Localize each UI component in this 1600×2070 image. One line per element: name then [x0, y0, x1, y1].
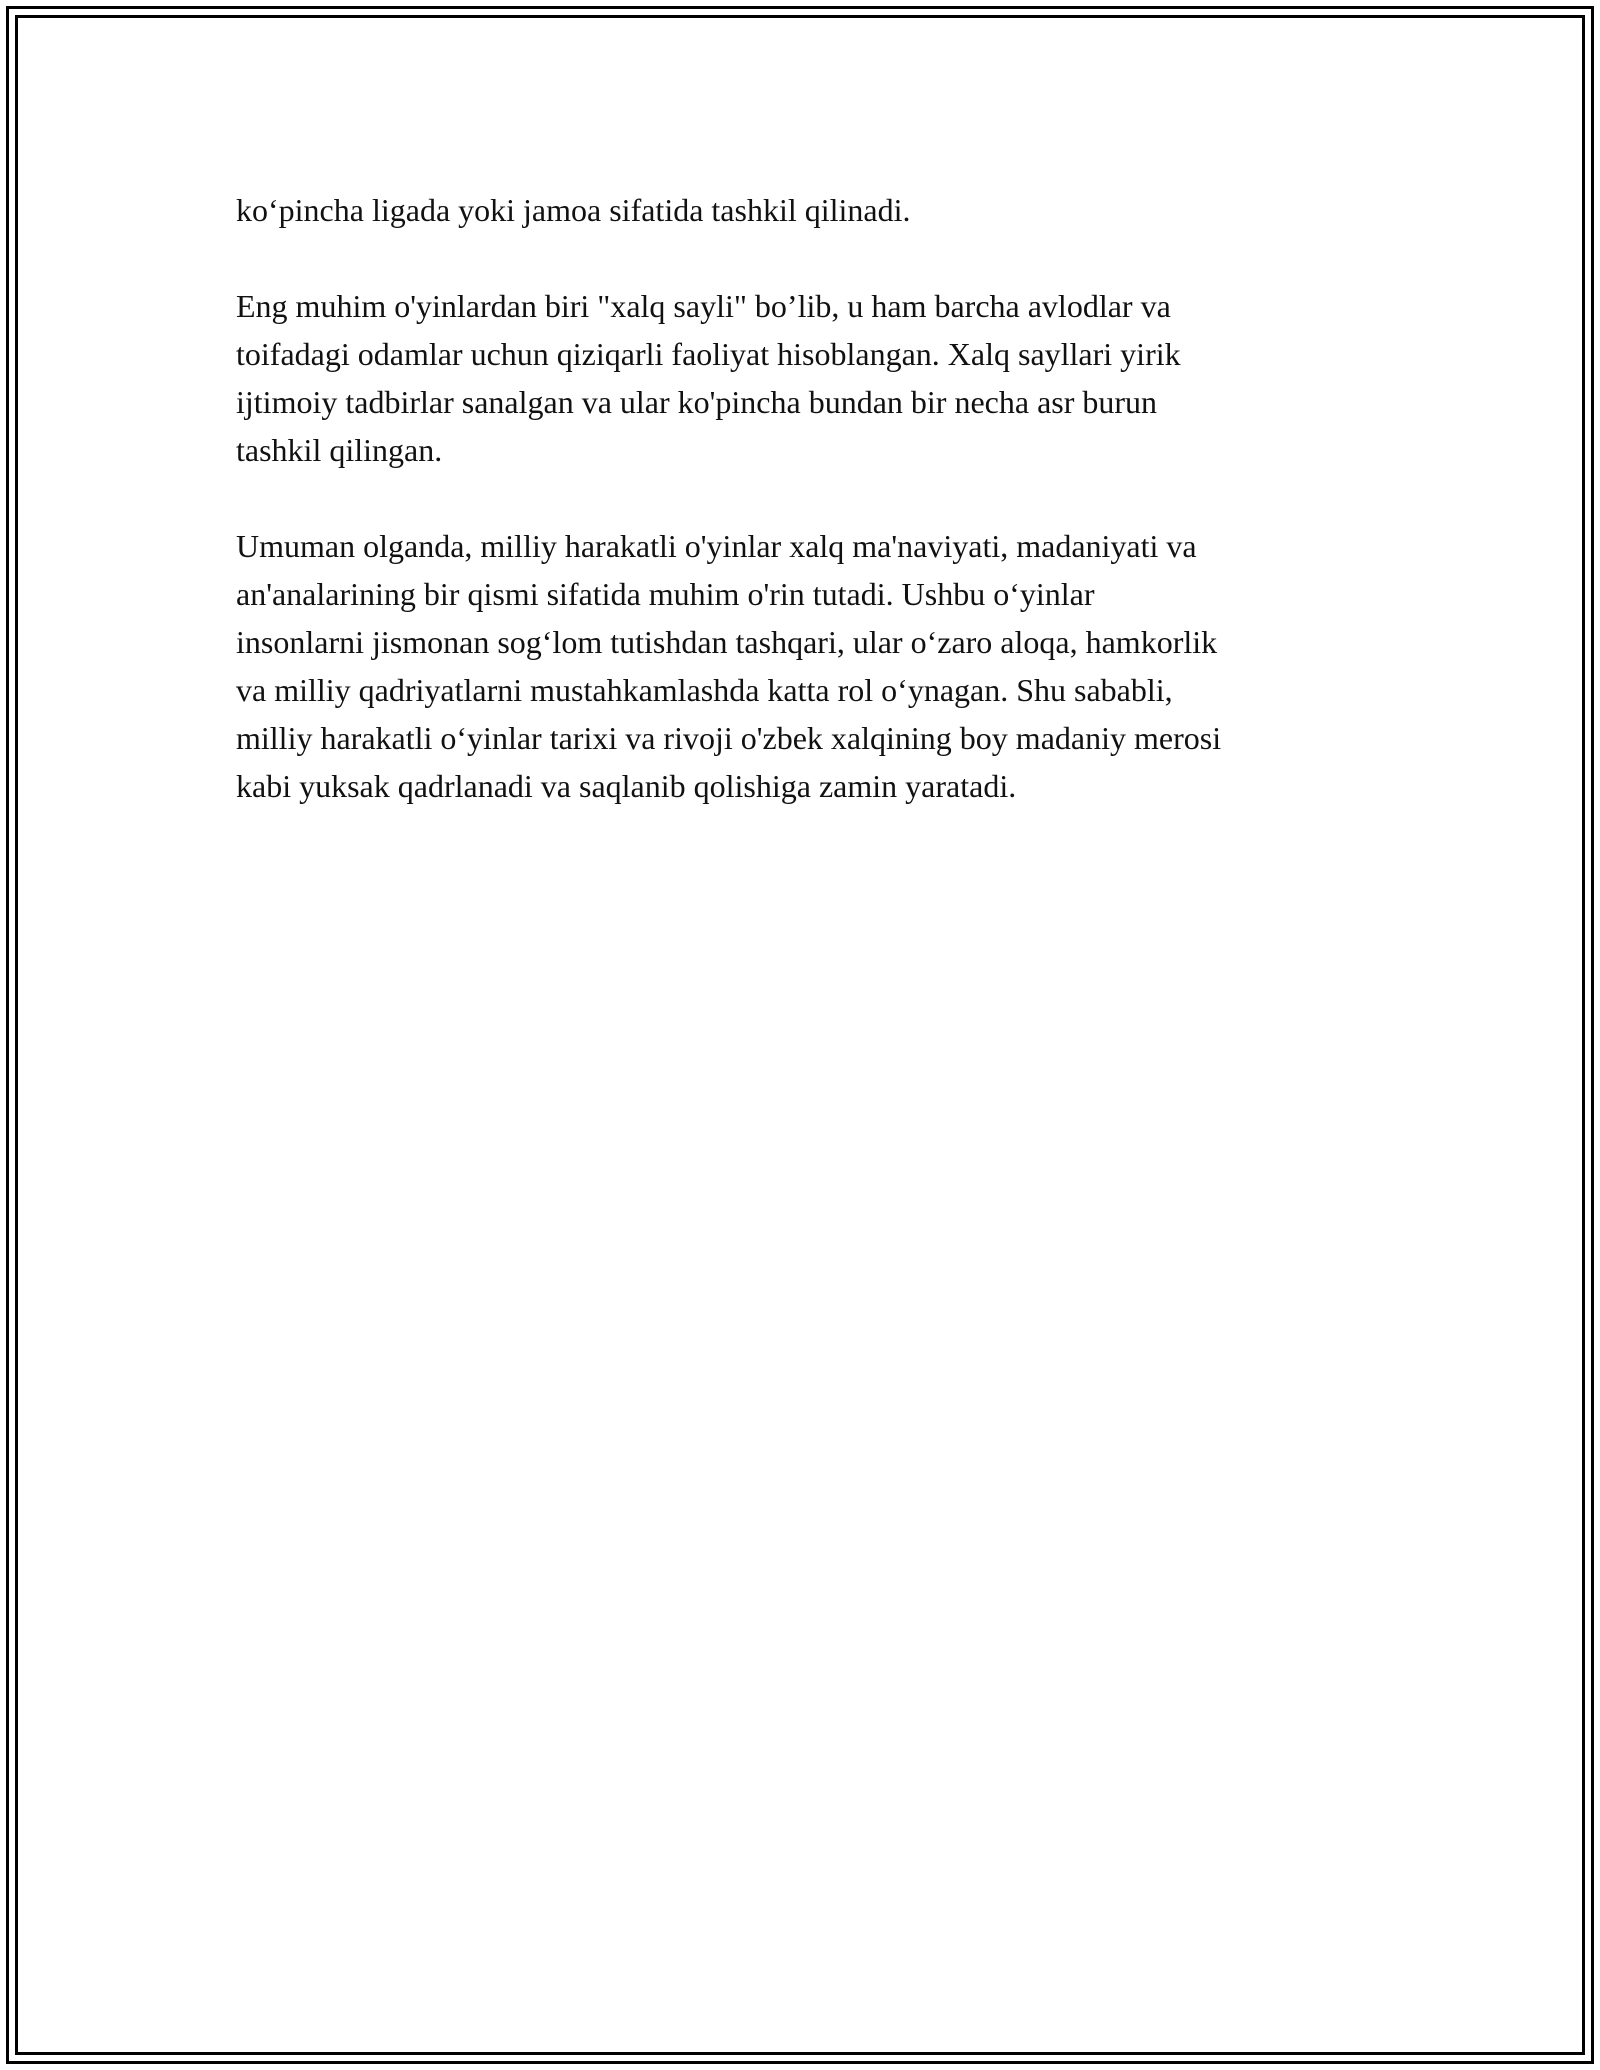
paragraph-2: Eng muhim o'yinlardan biri "xalq sayli" bo’lib, u ham barcha avlodlar va toifadagi odamlar uchun qiziqarli faoliyat hisoblangan. Xalq sayllari yirik ijtimoiy tadbirlar sanalgan va ular ko'pincha bundan bir necha asr burun tashkil qilingan.	[236, 288, 1181, 468]
paragraph-1: ko‘pincha ligada yoki jamoa sifatida tashkil qilinadi.	[236, 192, 911, 228]
paragraph-3: Umuman olganda, milliy harakatli o'yinlar xalq ma'naviyati, madaniyati va an'analarining bir qismi sifatida muhim o'rin tutadi. Ushbu o‘yinlar insonlarni jismonan sog‘lom tutishdan tashqari, ular o‘zaro aloqa, hamkorlik va milliy qadriyatlarni mustahkamlashda katta rol o‘ynagan. Shu sababli, milliy harakatli o‘yinlar tarixi va rivoji o'zbek xalqining boy madaniy merosi kabi yuksak qadrlanadi va saqlanib qolishiga zamin yaratadi.	[236, 528, 1222, 804]
document-body	[236, 186, 1386, 810]
